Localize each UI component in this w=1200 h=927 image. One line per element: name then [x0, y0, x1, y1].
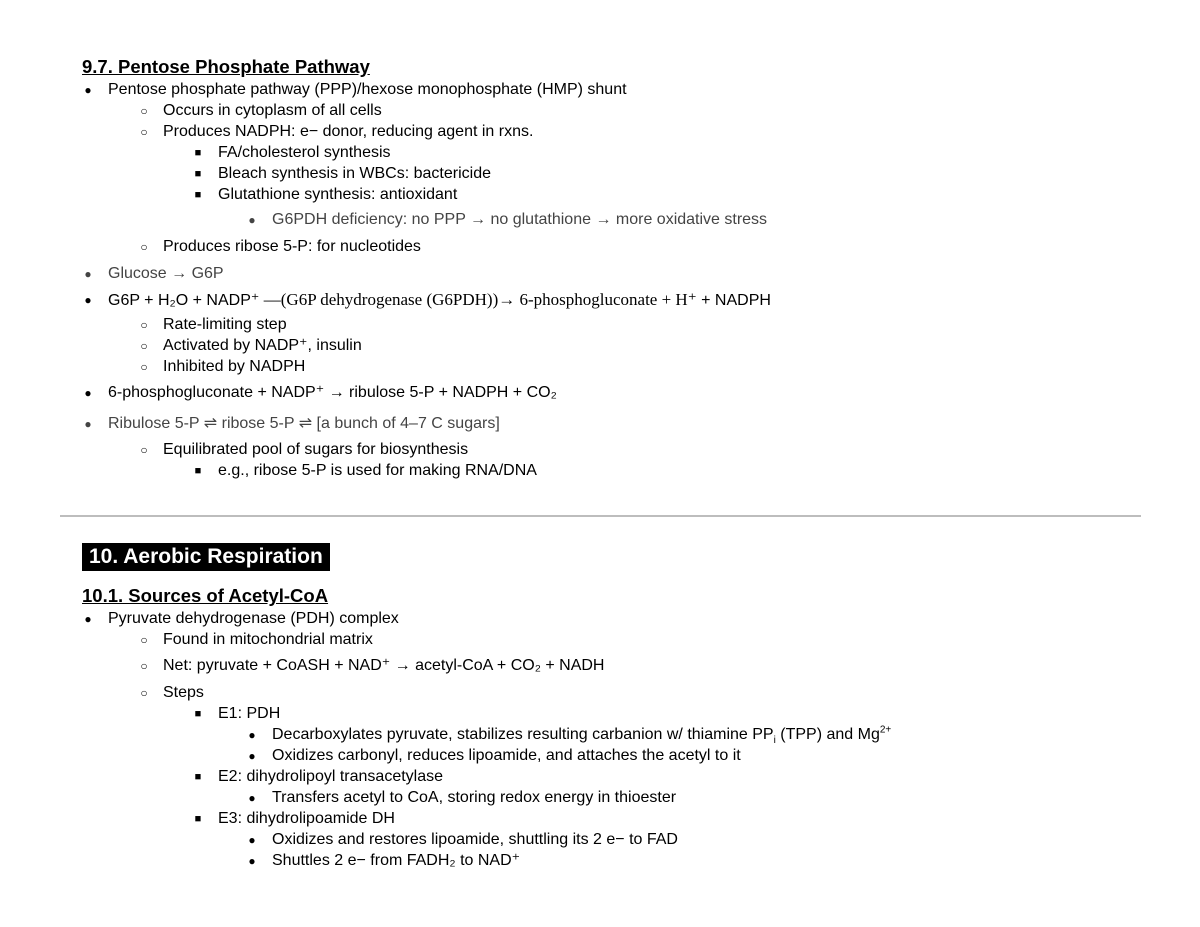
- list-item: [248, 851, 521, 871]
- circle-bullet-icon: ○: [140, 318, 148, 332]
- superscript-charge: 2+: [879, 724, 892, 736]
- circle-bullet-icon: ○: [140, 240, 148, 254]
- list-item: [84, 290, 771, 311]
- reaction-enzyme: —(G6P dehydrogenase (G6PDH))→ 6-phosphogluconate + H⁺: [263, 290, 697, 309]
- subscript-i: i: [773, 735, 776, 747]
- item-text: Inhibited by NADPH: [163, 358, 306, 375]
- circle-bullet-icon: ○: [140, 125, 148, 139]
- list-item: [194, 185, 458, 205]
- disc-bullet-icon: ●: [84, 83, 92, 97]
- section-divider: [60, 515, 1141, 517]
- disc-bullet-icon: ●: [248, 854, 256, 868]
- item-text: Shuttles 2 e− from FADH₂ to NAD⁺: [272, 852, 521, 869]
- item-text: Found in mitochondrial matrix: [163, 631, 373, 648]
- item-text: Glucose → G6P: [108, 265, 224, 282]
- list-item: [140, 656, 605, 676]
- square-bullet-icon: ■: [194, 147, 202, 159]
- list-item: [140, 440, 469, 460]
- list-item: [194, 461, 537, 481]
- item-text: Occurs in cytoplasm of all cells: [163, 102, 382, 119]
- item-text: E2: dihydrolipoyl transacetylase: [218, 768, 444, 785]
- square-bullet-icon: ■: [194, 708, 202, 720]
- list-item: [140, 315, 287, 335]
- item-text: e.g., ribose 5-P is used for making RNA/DNA: [218, 462, 537, 479]
- list-item: [84, 609, 399, 629]
- list-item: [140, 357, 306, 377]
- list-item: [194, 767, 444, 787]
- item-text: Glutathione synthesis: antioxidant: [218, 186, 458, 203]
- reaction-reactants: G6P + H₂O + NADP⁺: [108, 292, 264, 309]
- item-text: Rate-limiting step: [163, 316, 287, 333]
- item-text: Oxidizes carbonyl, reduces lipoamide, and attaches the acetyl to it: [272, 747, 741, 764]
- list-item: [84, 414, 500, 434]
- item-text: Steps: [163, 684, 204, 701]
- square-bullet-icon: ■: [194, 771, 202, 783]
- item-text: E1: PDH: [218, 705, 281, 722]
- disc-bullet-icon: ●: [248, 728, 256, 742]
- circle-bullet-icon: ○: [140, 633, 148, 647]
- list-item: [140, 101, 382, 121]
- square-bullet-icon: ■: [194, 189, 202, 201]
- item-text: Pyruvate dehydrogenase (PDH) complex: [108, 610, 399, 627]
- item-text: FA/cholesterol synthesis: [218, 144, 391, 161]
- disc-bullet-icon: ●: [84, 293, 92, 307]
- item-text: Produces NADPH: e− donor, reducing agent in rxns.: [163, 123, 534, 140]
- item-text: Decarboxylates pyruvate, stabilizes resulting carbanion w/ thiamine PP: [272, 726, 774, 743]
- disc-bullet-icon: ●: [248, 749, 256, 763]
- circle-bullet-icon: ○: [140, 443, 148, 457]
- item-text: 6-phosphogluconate + NADP⁺ → ribulose 5-P + NADPH + CO₂: [108, 384, 557, 401]
- item-text: Ribulose 5-P ⇌ ribose 5-P ⇌ [a bunch of 4–7 C sugars]: [108, 415, 500, 432]
- item-text: Equilibrated pool of sugars for biosynthesis: [163, 441, 469, 458]
- list-item: [84, 80, 627, 100]
- item-text: Pentose phosphate pathway (PPP)/hexose monophosphate (HMP) shunt: [108, 81, 627, 98]
- square-bullet-icon: ■: [194, 813, 202, 825]
- circle-bullet-icon: ○: [140, 659, 148, 673]
- disc-bullet-icon: ●: [84, 267, 92, 281]
- item-text: E3: dihydrolipoamide DH: [218, 810, 395, 827]
- item-text: G6PDH deficiency: no PPP → no glutathione → more oxidative stress: [272, 211, 768, 228]
- list-item: [140, 630, 373, 650]
- item-text: Transfers acetyl to CoA, storing redox energy in thioester: [272, 789, 677, 806]
- item-text: Produces ribose 5-P: for nucleotides: [163, 238, 421, 255]
- list-item: [248, 746, 741, 766]
- item-text-cont: (TPP) and Mg: [775, 726, 880, 743]
- disc-bullet-icon: ●: [84, 612, 92, 626]
- disc-bullet-icon: ●: [248, 213, 256, 227]
- item-text: Net: pyruvate + CoASH + NAD⁺ → acetyl-CoA + CO₂ + NADH: [163, 657, 605, 674]
- list-item: [248, 724, 892, 747]
- list-item: [140, 122, 534, 142]
- disc-bullet-icon: ●: [248, 791, 256, 805]
- item-text: Activated by NADP⁺, insulin: [163, 337, 362, 354]
- list-item: [194, 164, 491, 184]
- list-item: [140, 336, 362, 356]
- list-item: [194, 704, 281, 724]
- section-heading-9-7: 9.7. Pentose Phosphate Pathway: [82, 56, 370, 77]
- list-item: [140, 683, 204, 703]
- list-item: [140, 237, 421, 257]
- list-item: [194, 809, 395, 829]
- circle-bullet-icon: ○: [140, 339, 148, 353]
- list-item: [248, 210, 768, 230]
- circle-bullet-icon: ○: [140, 686, 148, 700]
- disc-bullet-icon: ●: [84, 417, 92, 431]
- disc-bullet-icon: ●: [248, 833, 256, 847]
- disc-bullet-icon: ●: [84, 386, 92, 400]
- square-bullet-icon: ■: [194, 168, 202, 180]
- list-item: [84, 383, 557, 403]
- list-item: [84, 264, 224, 284]
- list-item: [194, 143, 391, 163]
- section-heading-10-1: 10.1. Sources of Acetyl-CoA: [82, 585, 329, 606]
- reaction-products: + NADPH: [696, 292, 771, 309]
- item-text: Bleach synthesis in WBCs: bactericide: [218, 165, 491, 182]
- list-item: [248, 830, 678, 850]
- list-item: [248, 788, 677, 808]
- section-heading-10: 10. Aerobic Respiration: [82, 543, 330, 571]
- square-bullet-icon: ■: [194, 465, 202, 477]
- circle-bullet-icon: ○: [140, 104, 148, 118]
- item-text: Oxidizes and restores lipoamide, shuttling its 2 e− to FAD: [272, 831, 678, 848]
- circle-bullet-icon: ○: [140, 360, 148, 374]
